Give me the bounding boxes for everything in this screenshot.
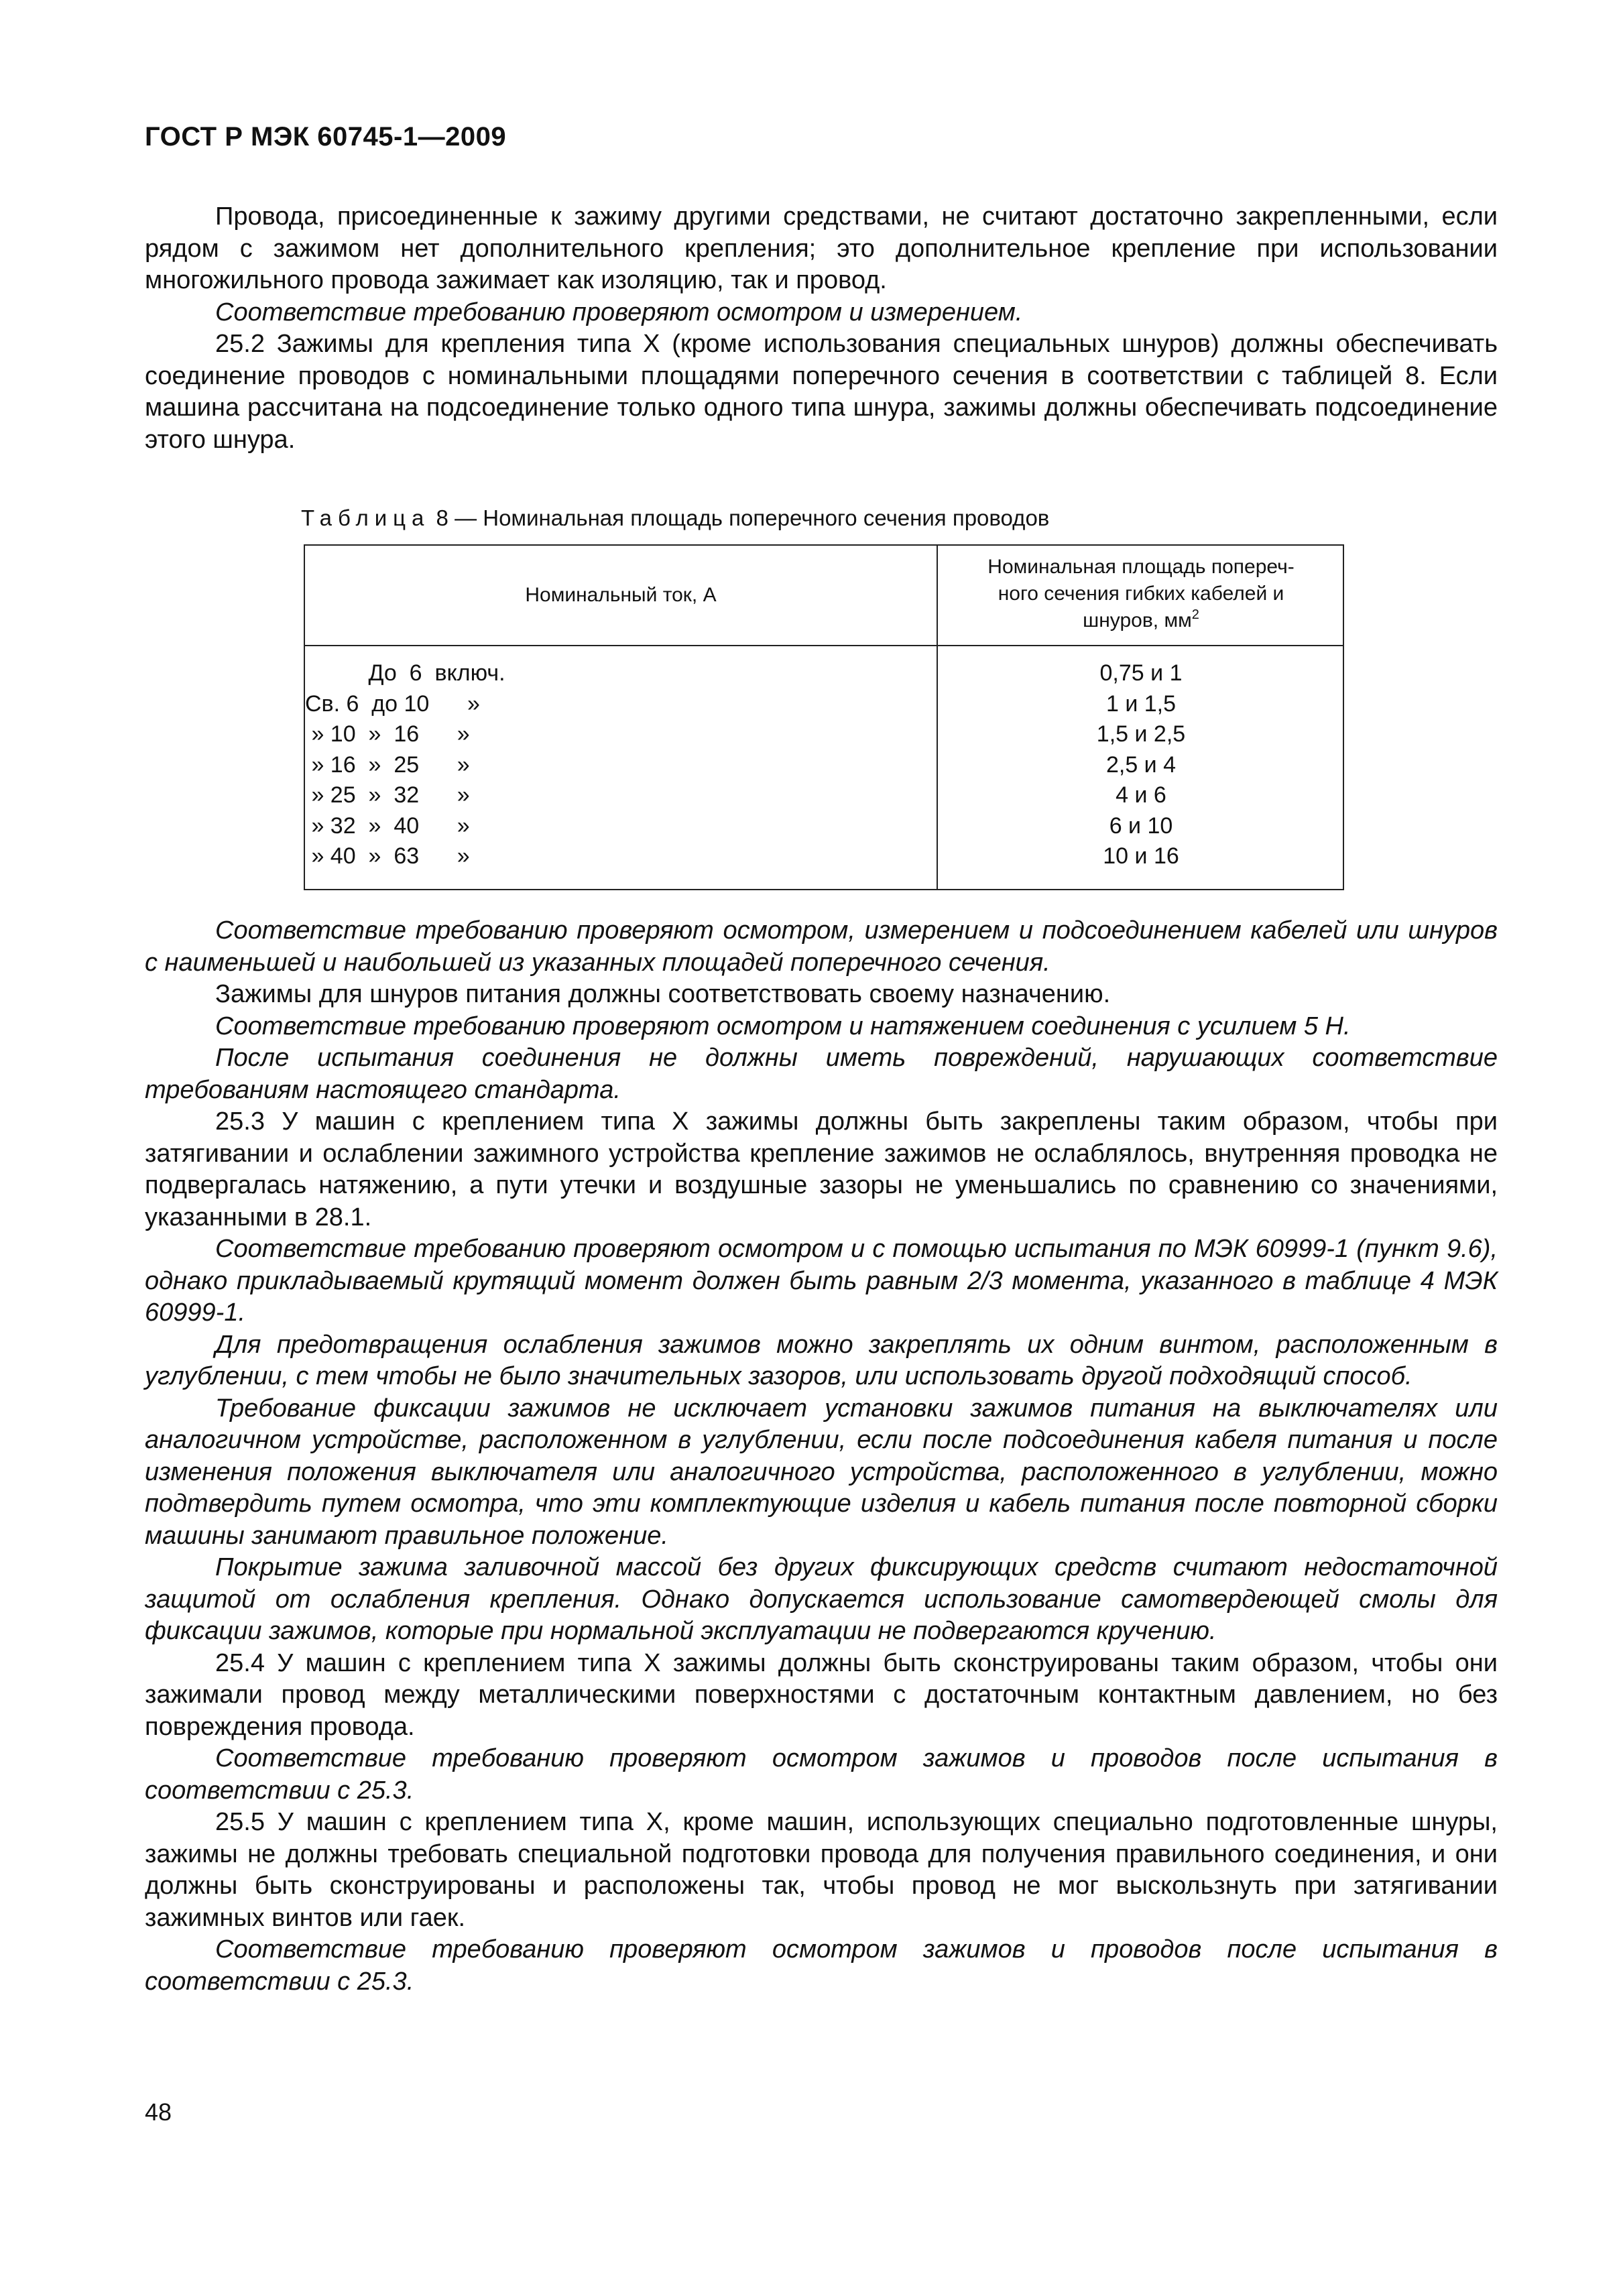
- paragraph: Соответствие требованию проверяют осмотром и измерением.: [215, 298, 1023, 326]
- paragraph: Для предотвращения ослабления зажимов можно закреплять их одним винтом, расположенным в углублении, с тем чтобы не было значительных зазоров, или использовать другой подходящий способ.: [145, 1330, 1498, 1390]
- top-paragraphs: [145, 201, 1498, 456]
- paragraph: Провода, присоединенные к зажиму другими средствами, не считают достаточно закрепленными, если рядом с зажимом нет дополнительного крепления; это дополнительное крепление при использовании многожильного провода зажимает как изоляцию, так и провод.: [145, 202, 1498, 294]
- table-row: [305, 780, 1343, 811]
- table-header-divider: [305, 645, 1343, 646]
- cell-area: 10 и 16: [1103, 843, 1179, 869]
- table-caption: [301, 505, 1049, 532]
- table-header-current: Номинальный ток, А: [525, 584, 717, 606]
- table-row: [305, 750, 1343, 781]
- paragraph: 25.2 Зажимы для крепления типа X (кроме использования специальных шнуров) должны обеспечивать соединение проводов с номинальными площадями поперечного сечения в соответствии с таблицей 8. Если машина рассчитана на подсоединение только одного типа шнура, зажимы должны обеспечивать подсоединение этого шнура.: [145, 330, 1498, 454]
- cell-current: Св. 6 до 10 »: [305, 690, 480, 717]
- cell-current: До 6 включ.: [305, 660, 505, 686]
- table-row: [305, 658, 1343, 689]
- table-header-area: [938, 554, 1344, 634]
- cell-current: » 32 » 40 »: [305, 812, 470, 839]
- cell-area: 4 и 6: [1116, 782, 1166, 808]
- cell-area: 1,5 и 2,5: [1096, 721, 1186, 747]
- paragraph: Соответствие требованию проверяют осмотром и натяжением соединения с усилием 5 Н.: [215, 1012, 1351, 1040]
- document-page: [145, 0, 1498, 2296]
- paragraph: 25.3 У машин с креплением типа X зажимы должны быть закреплены таким образом, чтобы при затягивании и ослаблении зажимного устройства крепление зажимов не ослаблялось, внутренняя проводка не подвергалась натяжению, а пути утечки и воздушные зазоры не уменьшались по сравнению со значениями, указанными в 28.1.: [145, 1107, 1498, 1231]
- standard-header: ГОСТ Р МЭК 60745-1—2009: [145, 122, 507, 152]
- paragraph: 25.4 У машин с креплением типа X зажимы должны быть сконструированы таким образом, чтобы они зажимали провод между металлическими поверхностями с достаточным контактным давлением, но без повреждения провода.: [145, 1648, 1498, 1741]
- paragraph: Соответствие требованию проверяют осмотром, измерением и подсоединением кабелей или шнуров с наименьшей и наибольшей из указанных площадей поперечного сечения.: [145, 916, 1498, 977]
- paragraph: Соответствие требованию проверяют осмотром зажимов и проводов после испытания в соответствии с 25.3.: [145, 1744, 1498, 1805]
- table-caption-word: Таблица: [301, 505, 430, 530]
- table-header-area-line: ного сечения гибких кабелей и: [998, 583, 1284, 605]
- cell-area: 6 и 10: [1109, 812, 1173, 839]
- paragraph: Соответствие требованию проверяют осмотром и с помощью испытания по МЭК 60999-1 (пункт 9.6), однако прикладываемый крутящий момент должен быть равным 2/3 момента, указанного в таблице 4 МЭК 60999-1.: [145, 1235, 1498, 1327]
- bottom-paragraphs: [145, 915, 1498, 1998]
- table-header-area-line: шнуров, $мм^2$: [1083, 607, 1199, 631]
- paragraph: После испытания соединения не должны иметь повреждений, нарушающих соответствие требованиям настоящего стандарта.: [145, 1044, 1498, 1104]
- cell-current: » 10 » 16 »: [305, 721, 470, 747]
- superscript: 2: [1191, 607, 1199, 622]
- cell-current: » 16 » 25 »: [305, 751, 470, 778]
- table-row: [305, 689, 1343, 720]
- paragraph: 25.5 У машин с креплением типа X, кроме машин, использующих специально подготовленные шнуры, зажимы не должны требовать специальной подготовки провода для получения правильного соединения, и они должны быть сконструированы и расположены так, чтобы провод не мог выскользнуть при затягивании зажимных винтов или гаек.: [145, 1808, 1498, 1932]
- paragraph: Зажимы для шнуров питания должны соответствовать своему назначению.: [215, 980, 1111, 1008]
- cell-current: » 40 » 63 »: [305, 843, 470, 869]
- paragraph: Соответствие требованию проверяют осмотром зажимов и проводов после испытания в соответствии с 25.3.: [145, 1935, 1498, 1996]
- page-number: 48: [145, 2098, 172, 2126]
- table-caption-text: 8 — Номинальная площадь поперечного сечения проводов: [430, 505, 1050, 530]
- table-body: [305, 658, 1343, 872]
- cross-section-table: [304, 544, 1344, 890]
- table-row: [305, 841, 1343, 872]
- cell-area: 1 и 1,5: [1105, 690, 1177, 717]
- cell-area: 2,5 и 4: [1105, 751, 1177, 778]
- table-row: [305, 811, 1343, 842]
- table-header-area-line: Номинальная площадь попереч-: [987, 556, 1295, 578]
- paragraph: Требование фиксации зажимов не исключает установки зажимов питания на выключателях или аналогичном устройстве, расположенном в углублении, если после подсоединения кабеля питания и после изменения положения выключателя или аналогичного устройства, расположенного в углублении, можно подтвердить путем осмотра, что эти комплектующие изделия и кабель питания после повторной сборки машины занимают правильное положение.: [145, 1394, 1498, 1550]
- paragraph: Покрытие зажима заливочной массой без других фиксирующих средств считают недостаточной защитой от ослабления крепления. Однако допускается использование самотвердеющей смолы для фиксации зажимов, которые при нормальной эксплуатации не подвергаются кручению.: [145, 1553, 1498, 1645]
- cell-current: » 25 » 32 »: [305, 782, 470, 808]
- table-row: [305, 719, 1343, 750]
- cell-area: 0,75 и 1: [1099, 660, 1183, 686]
